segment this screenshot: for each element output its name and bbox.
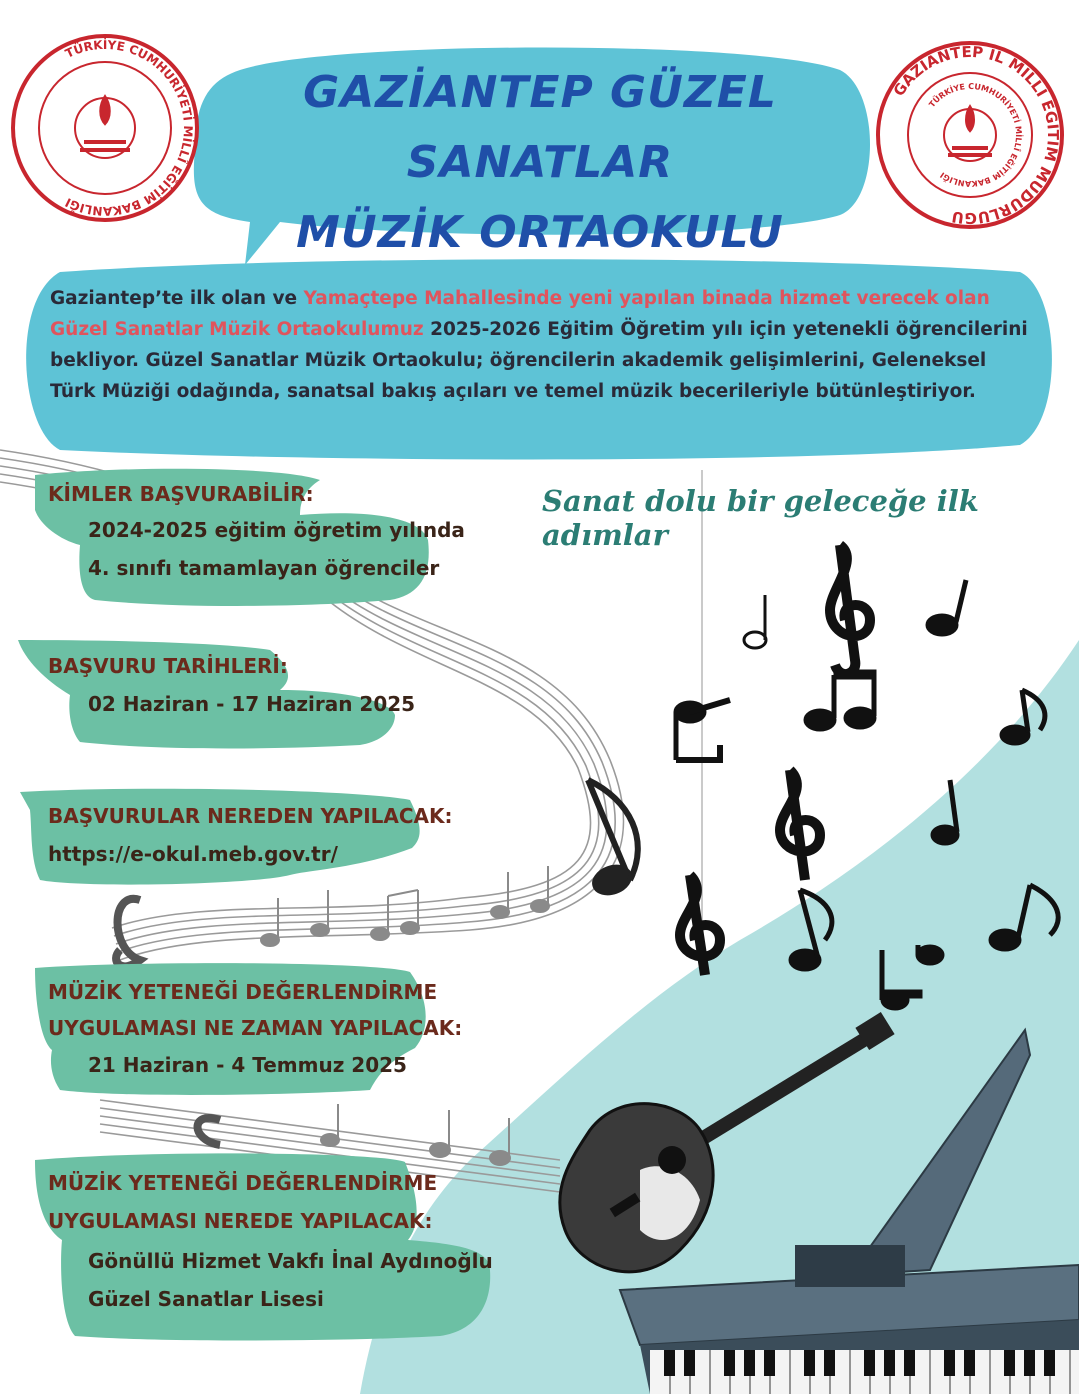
quarter-note-icon — [926, 580, 966, 636]
bass-clef-icon — [116, 899, 140, 966]
treble-clef-icon — [830, 545, 870, 674]
beamed-notes-icon — [804, 670, 876, 731]
title-line-2: MÜZİK ORTAOKULU — [296, 207, 784, 258]
when-eval-line-1: 21 Haziran - 4 Temmuz 2025 — [88, 1053, 407, 1077]
where-eval-line-1: Gönüllü Hizmet Vakfı İnal Aydınoğlu — [88, 1249, 493, 1273]
right-seal-inner-text: TÜRKİYE CUMHURİYETİ MİLLÎ EĞİTİM BAKANLIĞI — [927, 81, 1024, 189]
intro-highlight: Yamaçtepe Mahallesinde yeni yapılan binada hizmet verecek olan Güzel Sanatlar Müzik Ortaokulumuz — [50, 288, 990, 340]
when-eval-label-2: UYGULAMASI NE ZAMAN YAPILACAK: — [48, 1016, 463, 1040]
slogan: Sanat dolu bir geleceğe ilk adımlar — [542, 484, 979, 552]
svg-text:TÜRKİYE CUMHURİYETİ MİLLÎ EĞİT — [927, 82, 1024, 188]
where-apply-link[interactable]: https://e-okul.meb.gov.tr/ — [48, 842, 338, 866]
where-eval-label-2: UYGULAMASI NEREDE YAPILACAK: — [48, 1209, 433, 1233]
title-line-1: GAZİANTEP GÜZEL SANATLAR — [303, 67, 777, 188]
treble-clef-icon — [780, 770, 820, 880]
where-apply-label: BAŞVURULAR NEREDEN YAPILACAK: — [48, 804, 453, 828]
intro-part-1: Gaziantep’te ilk olan ve — [50, 288, 304, 309]
intro-text — [50, 283, 1030, 407]
half-note-icon — [744, 595, 766, 648]
right-seal-outer-text: GAZİANTEP İL MİLLÎ EĞİTİM MÜDÜRLÜĞÜ — [889, 42, 1063, 228]
page-title — [210, 58, 870, 268]
left-seal-text: TÜRKİYE CUMHURİYETİ MİLLÎ EĞİTİM BAKANLIĞI — [62, 37, 196, 219]
dates-label: BAŞVURU TARİHLERİ: — [48, 654, 288, 678]
who-label: KİMLER BAŞVURABİLİR: — [48, 482, 314, 506]
who-line-2: 4. sınıfı tamamlayan öğrenciler — [88, 556, 440, 580]
where-eval-line-2: Güzel Sanatlar Lisesi — [88, 1287, 324, 1311]
dates-line-1: 02 Haziran - 17 Haziran 2025 — [88, 692, 416, 716]
seal-logo-left — [13, 36, 197, 220]
when-eval-label-1: MÜZİK YETENEĞİ DEĞERLENDİRME — [48, 980, 438, 1004]
intro-part-2: 2025-2026 Eğitim Öğretim yılı için yetenekli öğrencilerini bekliyor. Güzel Sanatlar Müzik Ortaokulu; öğrencilerin akademik gelişimlerini, Geleneksel Türk Müziği odağında, sanatsal bakış açıları ve temel müzik becerileriyle bütünleştiriyor. — [50, 319, 1028, 402]
eighth-note-icon — [588, 780, 638, 900]
who-line-1: 2024-2025 eğitim öğretim yılında — [88, 518, 465, 542]
where-eval-label-1: MÜZİK YETENEĞİ DEĞERLENDİRME — [48, 1171, 438, 1195]
